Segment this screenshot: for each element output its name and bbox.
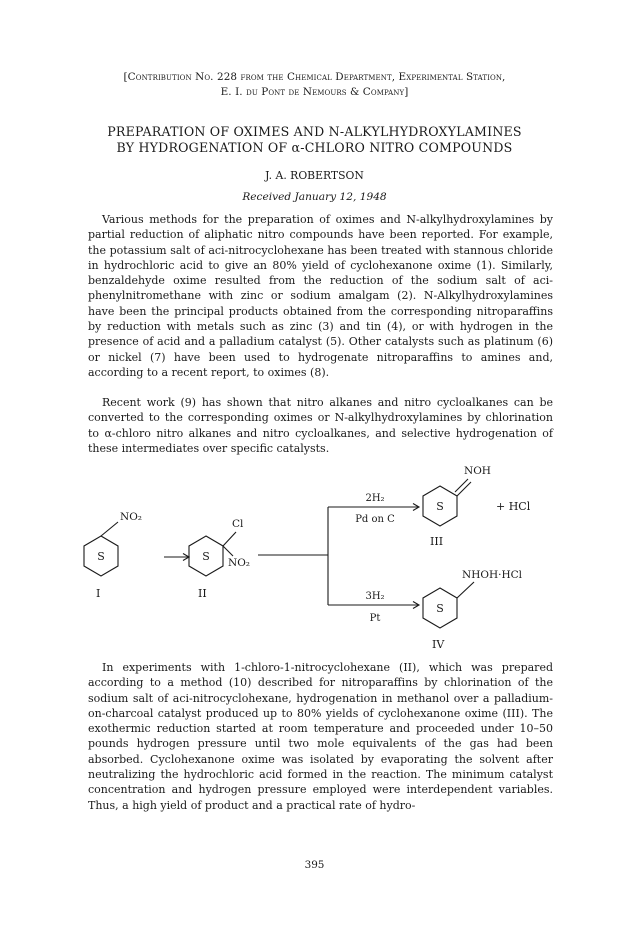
chloro-label-II: Cl xyxy=(232,518,244,530)
reagent-bottom: 3H₂ xyxy=(365,591,385,602)
compound-label-IV: IV xyxy=(432,638,445,651)
reagent-top: 2H₂ xyxy=(365,493,385,504)
received-date: Received January 12, 1948 xyxy=(242,191,387,203)
nitro-label-II: NO₂ xyxy=(228,557,251,569)
compound-label-I: I xyxy=(96,587,101,600)
paragraph-intro: Various methods for the preparation of oximes and N-alkylhydroxylamines by partial reduction of aliphatic nitro compounds have been reported. For example, the potassium salt of aci-nitrocyclohexane has been treated with stannous chloride in hydrochloric acid to give an 80% yield of cyclohexanone oxime (1). Similarly, benzaldehyde oxime resulted from the reduction of the sodium salt of aci-phenylnitromethane with zinc or sodium amalgam (2). N-Alkylhydroxylamines have been the principal products obtained from the corresponding nitroparaffins by reduction with metals such as zinc (3) and tin (4), or with hydrogen in the presence of acid and a palladium catalyst (5). Other catalysts such as platinum (6) or nickel (7) have been used to hydrogenate nitroparaffins to amines and, according to a recent report, to oximes (8). xyxy=(88,213,553,379)
ring-label-I: S xyxy=(97,550,105,563)
compound-label-II: II xyxy=(198,587,207,600)
byproduct-hcl: + HCl xyxy=(496,500,531,513)
bond-nitro-II xyxy=(223,546,233,556)
oxime-group-III: NOH xyxy=(464,465,491,477)
hydroxylamine-group-IV: NHOH·HCl xyxy=(462,569,522,581)
contribution-line-2: E. I. du Pont de Nemours & Company] xyxy=(220,86,409,98)
bond-oxime-III-b xyxy=(455,479,468,492)
page-number: 395 xyxy=(304,859,325,871)
compound-label-III: III xyxy=(430,535,444,548)
title-line-2: BY HYDROGENATION OF α-CHLORO NITRO COMPOUNDS xyxy=(116,140,513,155)
paragraph-experiments: In experiments with 1-chloro-1-nitrocyclohexane (II), which was prepared according to a method (10) described for nitroparaffins by chlorination of the sodium salt of aci-nitrocyclohexane, hydrogenation in methanol over a palladium-on-charcoal catalyst produced up to 80% yields of cyclohexanone oxime (III). The exothermic reduction started at room temperature and proceeded under 10–50 pounds hydrogen pressure until two mole equivalents of the gas had been absorbed. Cyclohexanone oxime was isolated by evaporating the solvent after neutralizing the hydrochloric acid formed in the reaction. The minimum catalyst concentration and hydrogen pressure employed were interdependent variables. Thus, a high yield of product and a practical rate of hydro- xyxy=(88,661,553,812)
bond-nitro-I xyxy=(101,522,118,536)
paragraph-recent-work: Recent work (9) has shown that nitro alkanes and nitro cycloalkanes can be converted to the corresponding oximes or N-alkylhydroxylamines by chlorination to α-chloro nitro alkanes and nitro cycloalkanes, and selective hydrogenation of these intermediates over specific catalysts. xyxy=(88,396,553,455)
ring-label-II: S xyxy=(202,550,210,563)
bond-oxime-III-a xyxy=(457,482,471,496)
bond-chloro-II xyxy=(223,532,236,546)
nitro-label-I: NO₂ xyxy=(120,511,143,523)
catalyst-bottom: Pt xyxy=(369,613,381,624)
ring-label-III: S xyxy=(436,500,444,513)
ring-label-IV: S xyxy=(436,602,444,615)
title-line-1: PREPARATION OF OXIMES AND N-ALKYLHYDROXYLAMINES xyxy=(107,124,522,139)
bond-hydroxylamine-IV xyxy=(457,582,474,598)
catalyst-top: Pd on C xyxy=(355,514,395,525)
author-name: J. A. ROBERTSON xyxy=(265,169,364,182)
contribution-line-1: [Contribution No. 228 from the Chemical Department, Experimental Station, xyxy=(123,71,506,83)
